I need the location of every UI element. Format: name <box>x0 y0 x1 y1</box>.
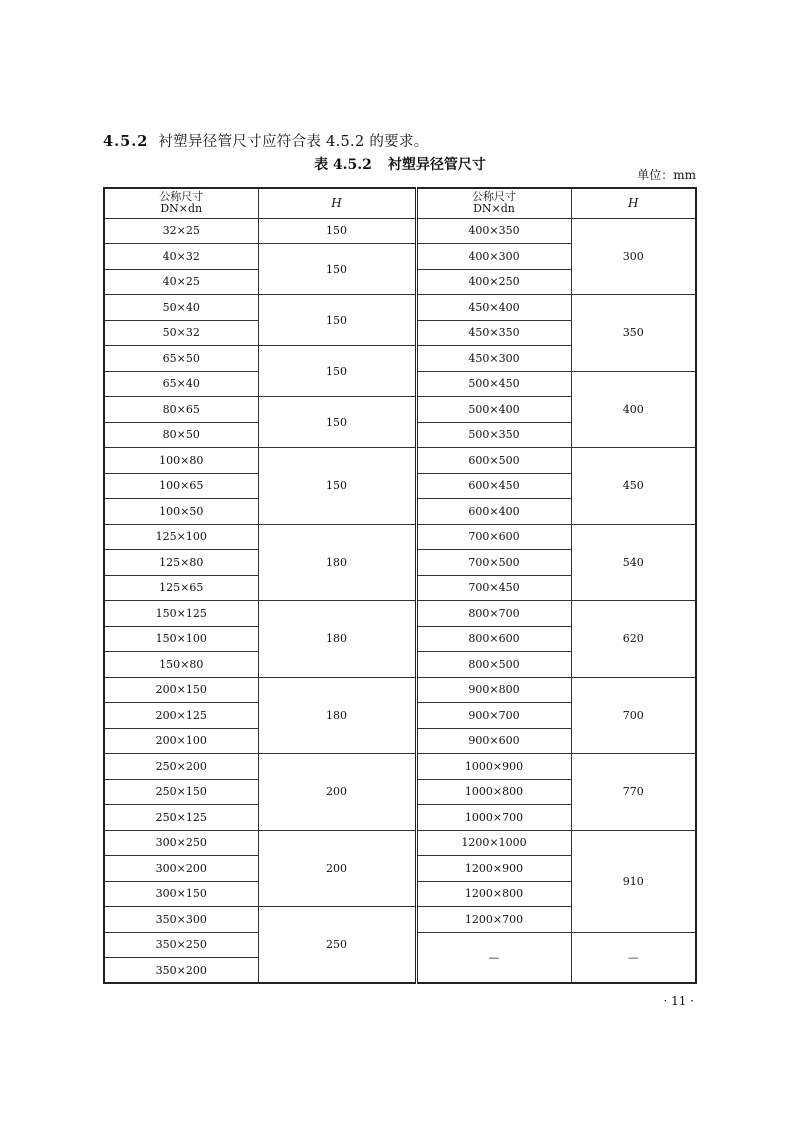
size-cell: 32×25 <box>104 218 258 244</box>
h-cell: 910 <box>571 830 696 932</box>
h-cell: 200 <box>258 754 416 831</box>
h-cell: 150 <box>258 295 416 346</box>
empty-h-cell: — <box>571 932 696 983</box>
size-cell: 100×80 <box>104 448 258 474</box>
size-cell: 350×200 <box>104 958 258 984</box>
h-cell: 150 <box>258 218 416 244</box>
header-h-right: H <box>571 188 696 218</box>
size-cell: 800×700 <box>416 601 571 627</box>
table-number: 表 4.5.2 <box>314 157 372 173</box>
size-cell: 1200×700 <box>416 907 571 933</box>
size-cell: 400×350 <box>416 218 571 244</box>
table-row <box>104 218 696 244</box>
size-cell: 150×100 <box>104 626 258 652</box>
size-cell: 100×65 <box>104 473 258 499</box>
header-size-line2: DN×dn <box>473 202 515 216</box>
header-h-left: H <box>258 188 416 218</box>
size-cell: 300×250 <box>104 830 258 856</box>
size-cell: 500×350 <box>416 422 571 448</box>
h-cell: 150 <box>258 448 416 525</box>
size-cell: 40×32 <box>104 244 258 270</box>
size-cell: 250×200 <box>104 754 258 780</box>
size-cell: 600×450 <box>416 473 571 499</box>
size-cell: 450×300 <box>416 346 571 372</box>
size-cell: 200×100 <box>104 728 258 754</box>
size-cell: 800×600 <box>416 626 571 652</box>
header-size-line2: DN×dn <box>160 202 203 216</box>
table-row <box>104 448 696 474</box>
h-cell: 620 <box>571 601 696 678</box>
size-cell: 400×250 <box>416 269 571 295</box>
size-cell: 1200×900 <box>416 856 571 882</box>
h-cell: 200 <box>258 830 416 907</box>
header-nominal-size-left <box>104 188 258 218</box>
size-cell: 125×100 <box>104 524 258 550</box>
size-cell: 800×500 <box>416 652 571 678</box>
size-cell: 1000×800 <box>416 779 571 805</box>
size-cell: 300×150 <box>104 881 258 907</box>
size-cell: 600×400 <box>416 499 571 525</box>
size-cell: 80×65 <box>104 397 258 423</box>
h-cell: 400 <box>571 371 696 448</box>
size-cell: 125×65 <box>104 575 258 601</box>
size-cell: 900×800 <box>416 677 571 703</box>
size-cell: 350×300 <box>104 907 258 933</box>
h-cell: 180 <box>258 601 416 678</box>
table-row <box>104 830 696 856</box>
h-cell: 150 <box>258 346 416 397</box>
clause-body: 衬塑异径管尺寸应符合表 4.5.2 的要求。 <box>158 134 429 150</box>
table-header-row <box>104 188 696 218</box>
size-cell: 65×40 <box>104 371 258 397</box>
size-cell: 450×400 <box>416 295 571 321</box>
size-cell: 700×450 <box>416 575 571 601</box>
size-cell: 1200×1000 <box>416 830 571 856</box>
h-cell: 450 <box>571 448 696 525</box>
size-cell: 1000×700 <box>416 805 571 831</box>
size-cell: 900×700 <box>416 703 571 729</box>
size-cell: 250×125 <box>104 805 258 831</box>
h-cell: 250 <box>258 907 416 984</box>
size-cell: 150×80 <box>104 652 258 678</box>
size-cell: 150×125 <box>104 601 258 627</box>
header-size-line1: 公称尺寸 <box>159 190 204 204</box>
size-cell: 300×200 <box>104 856 258 882</box>
header-nominal-size-right <box>416 188 571 218</box>
clause-number: 4.5.2 <box>103 133 149 150</box>
size-cell: 1200×800 <box>416 881 571 907</box>
h-cell: 150 <box>258 397 416 448</box>
size-cell: 200×150 <box>104 677 258 703</box>
h-cell: 300 <box>571 218 696 295</box>
size-cell: 125×80 <box>104 550 258 576</box>
table-caption: 衬塑异径管尺寸 <box>387 157 486 173</box>
h-cell: 700 <box>571 677 696 754</box>
size-cell: 100×50 <box>104 499 258 525</box>
h-cell: 540 <box>571 524 696 601</box>
size-cell: 600×500 <box>416 448 571 474</box>
size-cell: 900×600 <box>416 728 571 754</box>
size-cell: 500×450 <box>416 371 571 397</box>
size-cell: 65×50 <box>104 346 258 372</box>
size-cell: 450×350 <box>416 320 571 346</box>
size-cell: 350×250 <box>104 932 258 958</box>
size-cell: 40×25 <box>104 269 258 295</box>
h-cell: 180 <box>258 677 416 754</box>
h-cell: 150 <box>258 244 416 295</box>
clause-text <box>103 130 429 151</box>
size-cell: 50×40 <box>104 295 258 321</box>
header-size-line1: 公称尺寸 <box>472 190 516 204</box>
size-cell: 200×125 <box>104 703 258 729</box>
page-number: · 11 · <box>663 994 694 1008</box>
unit-label: 单位：mm <box>637 168 696 182</box>
size-cell: 700×600 <box>416 524 571 550</box>
size-cell: 500×400 <box>416 397 571 423</box>
size-cell: 50×32 <box>104 320 258 346</box>
size-cell: 400×300 <box>416 244 571 270</box>
table-row <box>104 295 696 321</box>
table-row <box>104 754 696 780</box>
empty-size-cell: — <box>416 932 571 983</box>
size-cell: 1000×900 <box>416 754 571 780</box>
h-cell: 180 <box>258 524 416 601</box>
h-cell: 350 <box>571 295 696 372</box>
table-row <box>104 524 696 550</box>
h-cell: 770 <box>571 754 696 831</box>
table-row <box>104 677 696 703</box>
size-cell: 80×50 <box>104 422 258 448</box>
size-cell: 250×150 <box>104 779 258 805</box>
size-cell: 700×500 <box>416 550 571 576</box>
table-row <box>104 601 696 627</box>
reducer-dimensions-table <box>103 187 697 984</box>
